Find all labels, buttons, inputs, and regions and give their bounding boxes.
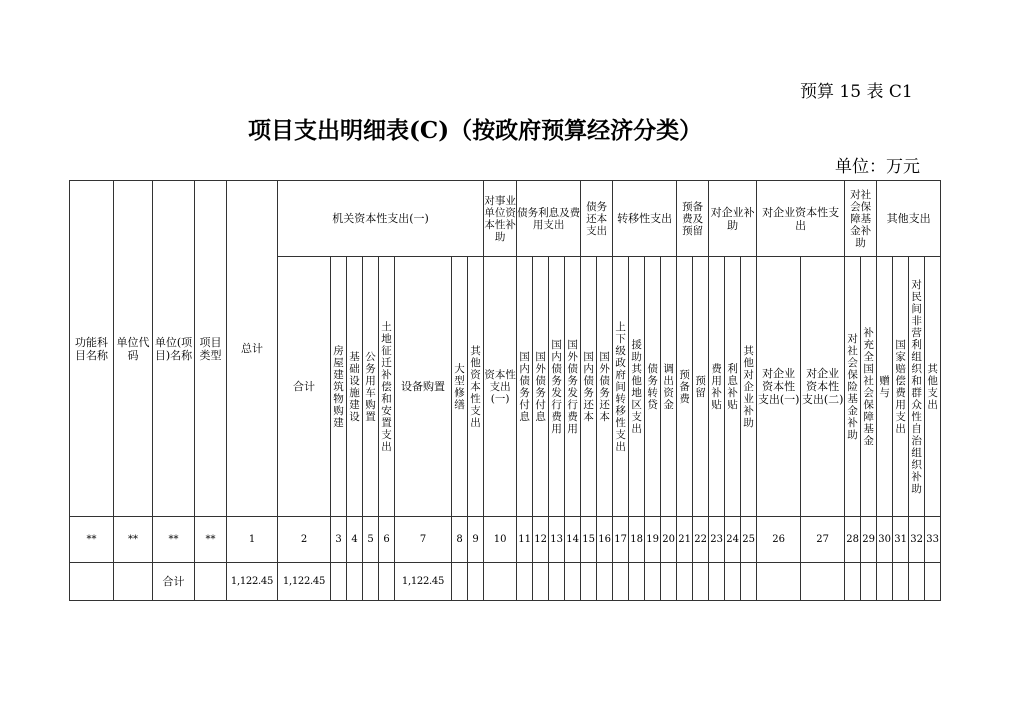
sub-capital-1: 资本性支出(一): [484, 257, 517, 517]
index-cell: 15: [581, 517, 597, 563]
index-cell: 7: [395, 517, 452, 563]
index-cell: 12: [533, 517, 549, 563]
index-cell: 32: [909, 517, 925, 563]
capital-subtotal-amount: 1,122.45: [278, 563, 331, 601]
sub-land: 土地征迁补偿和安置支出: [379, 257, 395, 517]
index-cell: 21: [677, 517, 693, 563]
col-project-type: 项目类型: [195, 181, 227, 517]
total-cell: [452, 563, 468, 601]
total-cell: [565, 563, 581, 601]
total-cell: [597, 563, 613, 601]
sub-foreign-interest: 国外债务付息: [533, 257, 549, 517]
sub-other-enterprise-subsidy: 其他对企业补助: [741, 257, 757, 517]
index-cell: 3: [331, 517, 347, 563]
sub-domestic-issue-fee: 国内债务发行费用: [549, 257, 565, 517]
index-cell: 10: [484, 517, 517, 563]
index-cell: **: [114, 517, 153, 563]
sub-enterprise-capital-2: 对企业资本性支出(二): [801, 257, 845, 517]
total-cell: [195, 563, 227, 601]
index-cell: 28: [845, 517, 861, 563]
index-cell: **: [153, 517, 195, 563]
sub-subtotal: 合计: [278, 257, 331, 517]
total-cell: [661, 563, 677, 601]
sub-vehicle: 公务用车购置: [363, 257, 379, 517]
group-social-security: 对社会保障基金补助: [845, 181, 877, 257]
total-cell: [861, 563, 877, 601]
total-cell: [613, 563, 629, 601]
sub-nonprofit-subsidy: 对民间非营利组织和群众性自治组织补助: [909, 257, 925, 517]
group-enterprise-capital: 对企业资本性支出: [757, 181, 845, 257]
sub-other-capital: 其他资本性支出: [468, 257, 484, 517]
sub-foreign-principal: 国外债务还本: [597, 257, 613, 517]
sub-intergov-transfer: 上下级政府间转移性支出: [613, 257, 629, 517]
index-cell: 27: [801, 517, 845, 563]
sub-equipment: 设备购置: [395, 257, 452, 517]
sub-foreign-issue-fee: 国外债务发行费用: [565, 257, 581, 517]
table-code: 预算 15 表 C1: [800, 82, 913, 102]
total-cell: [677, 563, 693, 601]
index-cell: 2: [278, 517, 331, 563]
index-cell: **: [70, 517, 114, 563]
total-cell: [581, 563, 597, 601]
index-cell: 26: [757, 517, 801, 563]
col-function-name: 功能科目名称: [70, 181, 114, 517]
total-cell: [379, 563, 395, 601]
total-cell: [468, 563, 484, 601]
total-cell: [709, 563, 725, 601]
index-cell: 25: [741, 517, 757, 563]
total-cell: [549, 563, 565, 601]
index-cell: 18: [629, 517, 645, 563]
index-cell: 31: [893, 517, 909, 563]
index-cell: 13: [549, 517, 565, 563]
index-cell: 33: [925, 517, 941, 563]
total-row: [70, 563, 941, 601]
expenditure-table: [69, 180, 941, 601]
sub-reserve-fund: 预备费: [677, 257, 693, 517]
total-cell: [517, 563, 533, 601]
group-capital-expenditure: 机关资本性支出(一): [278, 181, 484, 257]
index-cell: 1: [227, 517, 278, 563]
index-cell: 16: [597, 517, 613, 563]
sub-debt-relending: 债务转贷: [645, 257, 661, 517]
total-cell: [363, 563, 379, 601]
sub-building: 房屋建筑物购建: [331, 257, 347, 517]
total-cell: [909, 563, 925, 601]
index-cell: 24: [725, 517, 741, 563]
index-cell: 30: [877, 517, 893, 563]
index-cell: 6: [379, 517, 395, 563]
index-cell: 11: [517, 517, 533, 563]
group-transfer: 转移性支出: [613, 181, 677, 257]
index-cell: 23: [709, 517, 725, 563]
index-cell: 5: [363, 517, 379, 563]
page-title: 项目支出明细表(C)（按政府预算经济分类）: [248, 117, 703, 144]
equipment-amount: 1,122.45: [395, 563, 452, 601]
col-unit-code: 单位代码: [114, 181, 153, 517]
total-cell: [925, 563, 941, 601]
sub-state-compensation: 国家赔偿费用支出: [893, 257, 909, 517]
sub-domestic-principal: 国内债务还本: [581, 257, 597, 517]
sub-fee-subsidy: 费用补贴: [709, 257, 725, 517]
sub-gift: 赠与: [877, 257, 893, 517]
total-cell: [331, 563, 347, 601]
total-cell: [845, 563, 861, 601]
total-cell: [347, 563, 363, 601]
total-amount: 1,122.45: [227, 563, 278, 601]
sub-interest-subsidy: 利息补贴: [725, 257, 741, 517]
total-cell: [629, 563, 645, 601]
total-cell: [757, 563, 801, 601]
total-cell: [877, 563, 893, 601]
total-cell: [645, 563, 661, 601]
group-header-row: [70, 181, 941, 257]
col-unit-name: 单位(项目)名称: [153, 181, 195, 517]
total-cell: [70, 563, 114, 601]
group-other: 其他支出: [877, 181, 941, 257]
sub-repair: 大型修缮: [452, 257, 468, 517]
total-cell: [484, 563, 517, 601]
index-cell: 22: [693, 517, 709, 563]
unit-label: 单位：万元: [835, 157, 920, 177]
total-cell: [533, 563, 549, 601]
index-cell: 29: [861, 517, 877, 563]
index-cell: 20: [661, 517, 677, 563]
total-cell: [725, 563, 741, 601]
group-debt-interest: 债务利息及费用支出: [517, 181, 581, 257]
total-cell: [114, 563, 153, 601]
group-enterprise-subsidy: 对企业补助: [709, 181, 757, 257]
total-cell: [741, 563, 757, 601]
sub-other-expenditure: 其他支出: [925, 257, 941, 517]
index-cell: 8: [452, 517, 468, 563]
total-row-label: 合计: [153, 563, 195, 601]
index-cell: 17: [613, 517, 629, 563]
index-cell: 14: [565, 517, 581, 563]
col-total: 总计: [227, 181, 278, 517]
sub-domestic-interest: 国内债务付息: [517, 257, 533, 517]
index-cell: 9: [468, 517, 484, 563]
index-cell: 4: [347, 517, 363, 563]
index-cell: **: [195, 517, 227, 563]
total-cell: [693, 563, 709, 601]
index-cell: 19: [645, 517, 661, 563]
sub-transfer-out: 调出资金: [661, 257, 677, 517]
sub-infrastructure: 基础设施建设: [347, 257, 363, 517]
sub-reserved: 预留: [693, 257, 709, 517]
group-institution-capital-subsidy: 对事业单位资本性补助: [484, 181, 517, 257]
sub-enterprise-capital-1: 对企业资本性支出(一): [757, 257, 801, 517]
index-row: [70, 517, 941, 563]
group-debt-principal: 债务还本支出: [581, 181, 613, 257]
total-cell: [801, 563, 845, 601]
sub-national-social-security: 补充全国社会保障基金: [861, 257, 877, 517]
group-reserve: 预备费及预留: [677, 181, 709, 257]
sub-social-insurance: 对社会保险基金补助: [845, 257, 861, 517]
total-cell: [893, 563, 909, 601]
sub-aid-other-regions: 援助其他地区支出: [629, 257, 645, 517]
